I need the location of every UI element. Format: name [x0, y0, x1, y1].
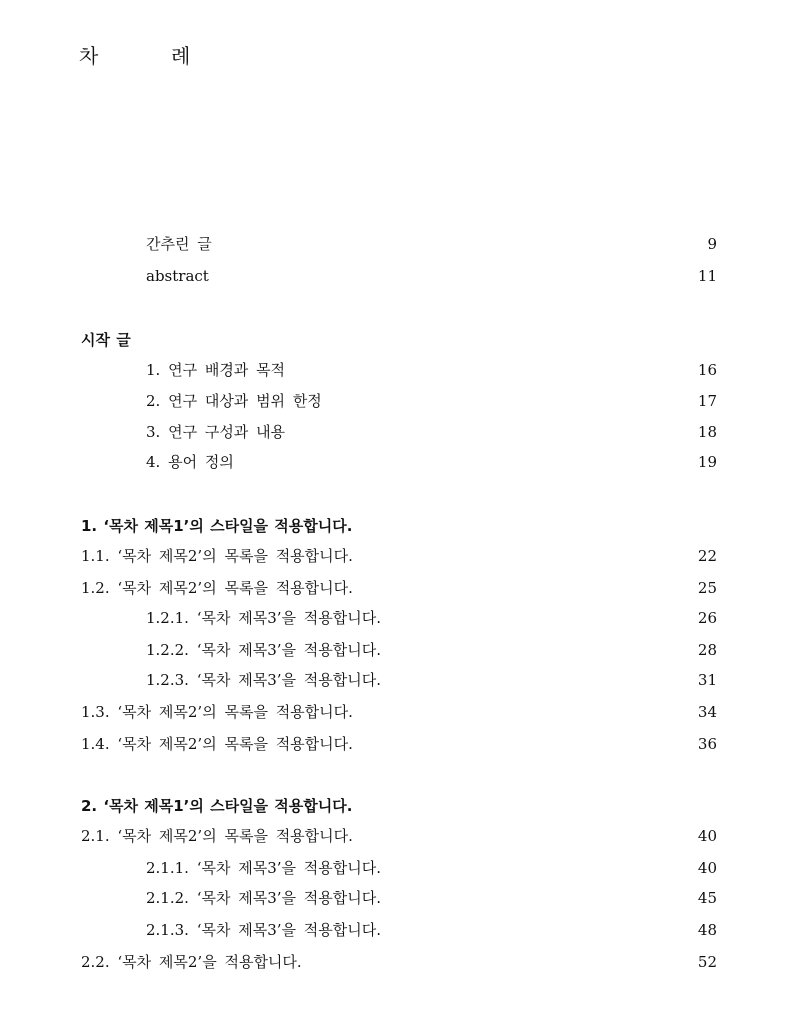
toc-entry-label: 1.4. ‘목차 제목2’의 목록을 적용합니다. [81, 735, 353, 753]
toc-entry-label: 2.1.3. ‘목차 제목3’을 적용합니다. [146, 921, 381, 939]
toc-entry-label: 1. 연구 배경과 목적 [146, 361, 286, 379]
toc-entry-page: 40 [697, 827, 717, 845]
toc-entry-label: 1.2.2. ‘목차 제목3’을 적용합니다. [146, 641, 381, 659]
toc-entry-label: 간추린 글 [146, 235, 212, 253]
toc-entry[interactable] [0, 668, 796, 692]
toc-entry[interactable] [0, 450, 796, 474]
toc-entry-label: 1.1. ‘목차 제목2’의 목록을 적용합니다. [81, 547, 353, 565]
toc-entry-label: 1.2.3. ‘목차 제목3’을 적용합니다. [146, 671, 381, 689]
toc-section-heading-intro[interactable] [0, 328, 796, 352]
page-title: 차 례 [79, 44, 211, 68]
toc-entry-label: 2. 연구 대상과 범위 한정 [146, 392, 322, 410]
toc-entry[interactable] [0, 950, 796, 974]
toc-entry-label: 1.2. ‘목차 제목2’의 목록을 적용합니다. [81, 579, 353, 597]
toc-entry[interactable] [0, 420, 796, 444]
toc-entry[interactable] [0, 606, 796, 630]
toc-entry-page: 11 [697, 267, 717, 285]
toc-entry-label: 4. 용어 정의 [146, 453, 234, 471]
toc-entry-page: 25 [697, 579, 717, 597]
toc-entry-page: 9 [707, 235, 717, 253]
toc-entry[interactable] [0, 576, 796, 600]
toc-entry-label: 1.2.1. ‘목차 제목3’을 적용합니다. [146, 609, 381, 627]
toc-entry-label: 1.3. ‘목차 제목2’의 목록을 적용합니다. [81, 703, 353, 721]
toc-entry-page: 34 [697, 703, 717, 721]
toc-entry-page: 19 [697, 453, 717, 471]
toc-entry-label: 2.2. ‘목차 제목2’을 적용합니다. [81, 953, 302, 971]
toc-entry-label: 2.1.1. ‘목차 제목3’을 적용합니다. [146, 859, 381, 877]
toc-entry-page: 31 [697, 671, 717, 689]
toc-entry[interactable] [0, 358, 796, 382]
toc-entry-label: 2.1. ‘목차 제목2’의 목록을 적용합니다. [81, 827, 353, 845]
toc-entry-label: 3. 연구 구성과 내용 [146, 423, 286, 441]
toc-entry[interactable] [0, 700, 796, 724]
toc-section-label: 2. ‘목차 제목1’의 스타일을 적용합니다. [81, 797, 353, 815]
toc-entry-page: 40 [697, 859, 717, 877]
toc-entry-label: abstract [146, 267, 209, 285]
toc-entry-page: 28 [697, 641, 717, 659]
toc-entry-page: 22 [697, 547, 717, 565]
toc-section-heading-2[interactable] [0, 794, 796, 818]
toc-entry-page: 36 [697, 735, 717, 753]
toc-entry-page: 16 [697, 361, 717, 379]
toc-entry-page: 52 [697, 953, 717, 971]
toc-entry-page: 48 [697, 921, 717, 939]
toc-entry-page: 45 [697, 889, 717, 907]
toc-section-label: 1. ‘목차 제목1’의 스타일을 적용합니다. [81, 517, 353, 535]
toc-entry[interactable] [0, 544, 796, 568]
toc-entry[interactable] [0, 856, 796, 880]
toc-entry[interactable] [0, 389, 796, 413]
toc-entry[interactable] [0, 824, 796, 848]
toc-entry-page: 18 [697, 423, 717, 441]
toc-section-heading-1[interactable] [0, 514, 796, 538]
toc-entry-abstract-ko[interactable] [0, 232, 796, 256]
toc-entry[interactable] [0, 886, 796, 910]
toc-entry-label: 2.1.2. ‘목차 제목3’을 적용합니다. [146, 889, 381, 907]
toc-entry[interactable] [0, 732, 796, 756]
toc-entry-abstract-en[interactable] [0, 264, 796, 288]
toc-entry[interactable] [0, 638, 796, 662]
toc-entry-page: 26 [697, 609, 717, 627]
toc-section-label: 시작 글 [81, 331, 131, 349]
toc-entry[interactable] [0, 918, 796, 942]
toc-entry-page: 17 [697, 392, 717, 410]
